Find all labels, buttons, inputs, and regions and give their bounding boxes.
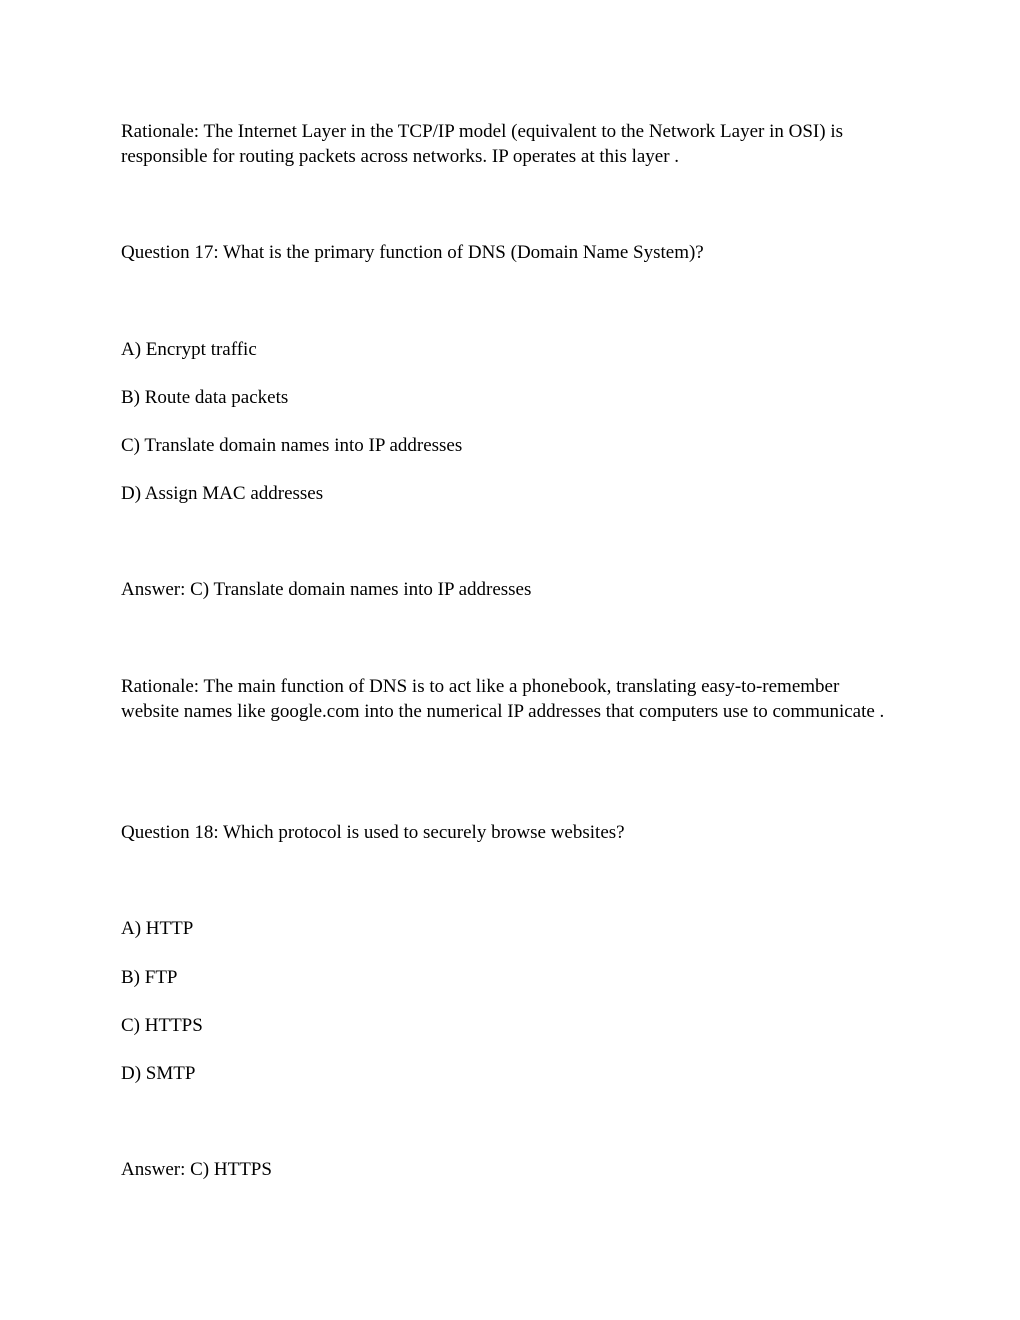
question-17: Question 17: What is the primary function of DNS (Domain Name System)? — [121, 242, 704, 263]
question-18: Question 18: Which protocol is used to securely browse websites? — [121, 822, 625, 843]
rationale-16: Rationale: The Internet Layer in the TCP/IP model (equivalent to the Network Layer in OSI) is responsible for routing packets across networks. IP operates at this layer . — [121, 121, 843, 167]
q17-option-a: A) Encrypt traffic — [121, 339, 257, 360]
q17-rationale: Rationale: The main function of DNS is to act like a phonebook, translating easy-to-remember website names like google.com into the numerical IP addresses that computers use to communicate . — [121, 676, 885, 722]
q18-answer: Answer: C) HTTPS — [121, 1159, 272, 1180]
q18-option-c: C) HTTPS — [121, 1015, 203, 1036]
q18-option-a: A) HTTP — [121, 918, 194, 939]
q18-option-b: B) FTP — [121, 967, 178, 988]
q17-option-b: B) Route data packets — [121, 387, 289, 408]
q17-option-d: D) Assign MAC addresses — [121, 483, 324, 504]
q17-option-c: C) Translate domain names into IP addresses — [121, 435, 463, 456]
q18-option-d: D) SMTP — [121, 1063, 196, 1084]
q17-answer: Answer: C) Translate domain names into IP addresses — [121, 579, 532, 600]
